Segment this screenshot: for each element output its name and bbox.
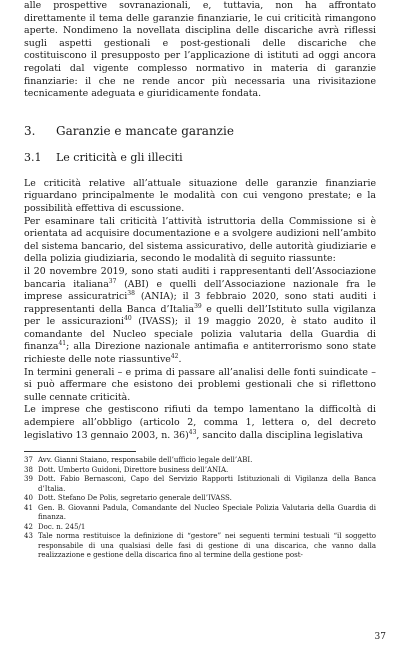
paragraph-1: Le criticità relative all’attuale situazione delle garanzie finanziarie riguardano principalmente le modalità con cui vengono prestate; e la possibilità effettiva di escussione. — [24, 177, 376, 214]
footnote-37 — [24, 456, 376, 466]
document-page — [24, 0, 376, 561]
footnote-ref-37[interactable]: 37 — [108, 277, 117, 285]
footnote-number: 40 — [24, 494, 33, 503]
paragraph-2: Per esaminare tali criticità l’attività istruttoria della Commissione si è orientata ad acquisire documentazione e a svolgere audizioni nell’ambito del sistema bancario, del sistema assicurativo, delle autorità giudiziarie e della polizia giudiziaria, secondo le modalità di seguito riassunte: — [24, 215, 376, 265]
page-number: 37 — [374, 632, 386, 642]
footnote-39 — [24, 475, 376, 494]
paragraph-3-text-g: . — [178, 354, 182, 366]
footnote-40 — [24, 494, 376, 504]
footnote-text: Gen. B. Giovanni Padula, Comandante del Nucleo Speciale Polizia Valutaria della Guardia di finanza. — [38, 503, 376, 522]
subsection-heading — [24, 151, 376, 164]
footnote-ref-38[interactable]: 38 — [127, 289, 135, 297]
intro-paragraph: alle prospettive sovranazionali, e, tuttavia, non ha affrontato direttamente il tema delle garanzie finanziarie, le cui criticità rimangono aperte. Nondimeno la novellata disciplina delle discariche avrà riflessi sugli aspetti gestionali e post-gestionali delle discariche che costituiscono il presupposto per l’applicazione di istituti ad oggi ancora regolati dal vigente complesso normativo in materia di garanzie finanziarie: il che ne rende ancor più necessaria una rivisitazione tecnicamente adeguata e giuridicamente fondata. — [24, 0, 376, 100]
paragraph-5 — [24, 404, 376, 442]
footnote-ref-40[interactable]: 40 — [124, 315, 132, 323]
footnote-41 — [24, 504, 376, 523]
footnote-number: 37 — [24, 456, 33, 465]
paragraph-3-text-c: (ANIA); il 3 febbraio 2020, sono stati auditi i rappresentanti della Banca d’Italia — [24, 291, 376, 315]
footnote-42 — [24, 523, 376, 533]
paragraph-3 — [24, 266, 376, 367]
footnote-separator — [24, 451, 136, 452]
footnote-number: 38 — [24, 465, 33, 474]
section-title: Garanzie e mancate garanzie — [56, 123, 234, 138]
subsection-title: Le criticità e gli illeciti — [56, 150, 183, 164]
footnote-ref-39[interactable]: 39 — [194, 302, 202, 310]
footnote-text: Tale norma restituisce la definizione di “gestore” nei seguenti termini testuali “il soggetto responsabile di una qualsiasi delle fasi di gestione di una discarica, che vanno dalla realizzazione e gestione della discarica fino al termine della gestione post- — [38, 532, 376, 560]
paragraph-3-text-f: ; alla Direzione nazionale antimafia e antiterrorismo sono state richieste delle note riassuntive — [24, 341, 376, 366]
subsection-number: 3.1 — [24, 150, 42, 164]
footnote-text: Avv. Gianni Staiano, responsabile dell’ufficio legale dell’ABI. — [38, 456, 253, 465]
footnote-number: 43 — [24, 532, 33, 541]
footnote-number: 39 — [24, 475, 33, 484]
footnote-text: Dott. Stefano De Polis, segretario generale dell’IVASS. — [38, 494, 232, 503]
footnote-43 — [24, 532, 376, 561]
paragraph-3-text-a: il 20 novembre 2019, sono stati auditi i rappresentanti dell’Associazione bancaria italiana — [24, 265, 376, 290]
footnote-text: Doc. n. 245/1 — [38, 522, 86, 531]
paragraph-3-text-e: (IVASS); il 19 maggio 2020, è stato audito il comandante del Nucleo speciale polizia valutaria della Guardia di finanza — [24, 316, 376, 353]
paragraph-3-text-b: (ABI) e quelli dell’Associazione nazionale fra le imprese assicuratrici — [24, 278, 376, 303]
footnote-number: 42 — [24, 522, 33, 531]
footnote-ref-41[interactable]: 41 — [58, 340, 67, 348]
section-number: 3. — [24, 123, 36, 138]
section-heading — [24, 124, 376, 138]
paragraph-3-text-d: e quelli dell’Istituto sulla vigilanza per le assicurazioni — [24, 303, 376, 328]
paragraph-5-text-b: , sancito dalla disciplina legislativa — [196, 429, 363, 441]
footnote-text: Dott. Umberto Guidoni, Direttore business dell’ANIA. — [38, 465, 229, 474]
footnote-ref-42[interactable]: 42 — [170, 352, 179, 360]
footnote-38 — [24, 466, 376, 476]
footnote-ref-43[interactable]: 43 — [188, 428, 197, 436]
footnote-text: Dott. Fabio Bernasconi, Capo del Servizio Rapporti Istituzionali di Vigilanza della Banca d’Italia. — [38, 475, 376, 493]
paragraph-5-text-a: Le imprese che gestiscono rifiuti da tempo lamentano la difficoltà di adempiere all’obbligo (articolo 2, comma 1, lettera o, del decreto legislativo 13 gennaio 2003, n. 36) — [24, 404, 376, 441]
footnotes — [24, 456, 376, 561]
footnote-number: 41 — [24, 503, 33, 512]
paragraph-4: In termini generali – e prima di passare all’analisi delle fonti suindicate – si può affermare che esistono dei problemi gestionali che si riflettono sulle cennate criticità. — [24, 366, 376, 403]
